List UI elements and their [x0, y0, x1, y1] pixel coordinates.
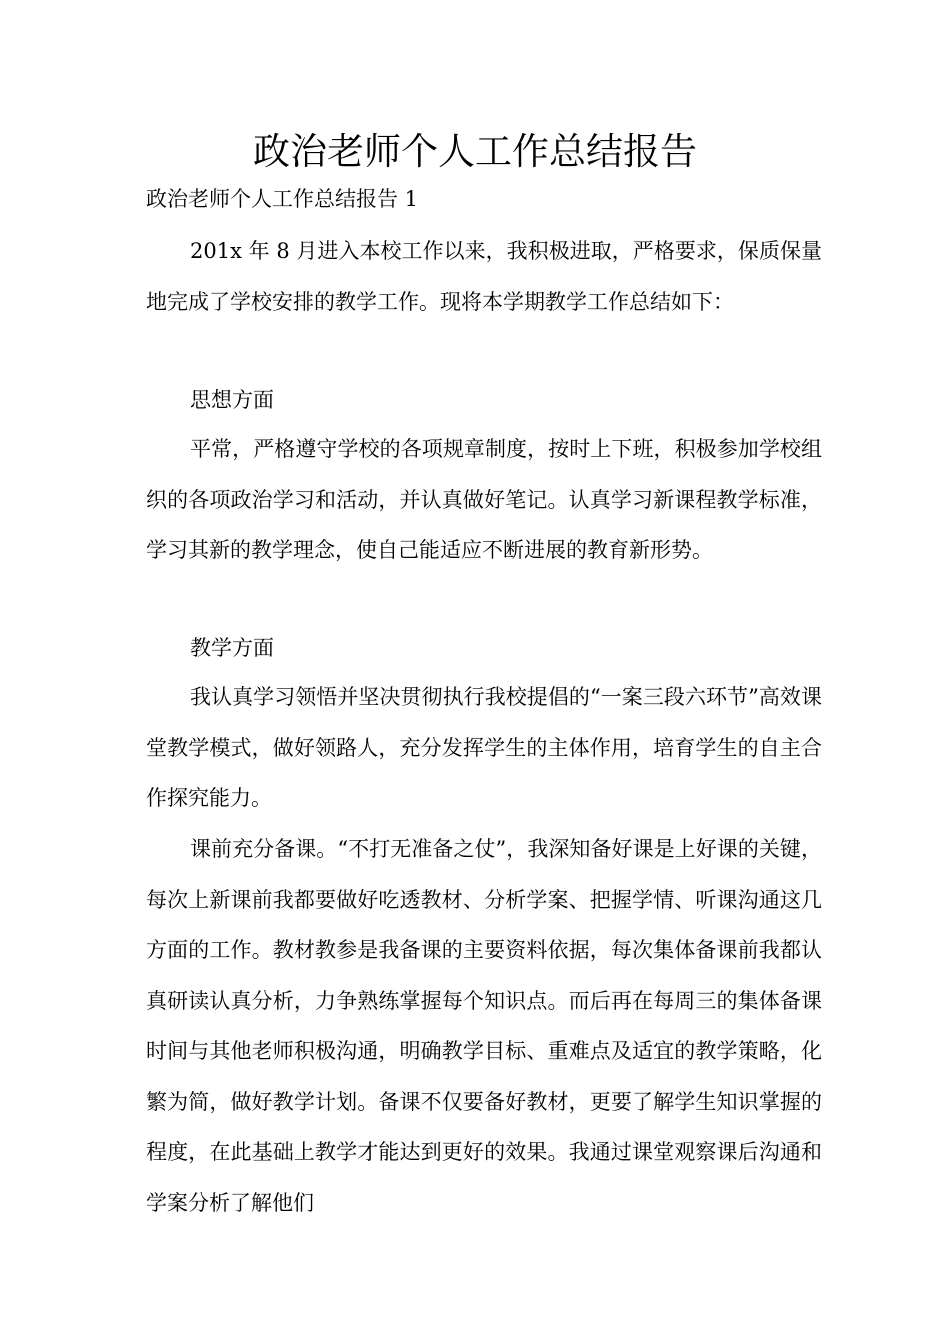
document-title: 政治老师个人工作总结报告	[253, 130, 697, 173]
section-heading-thought: 思想方面	[190, 388, 274, 412]
section-heading-teaching: 教学方面	[190, 636, 274, 660]
document-subtitle: 政治老师个人工作总结报告 1	[146, 187, 419, 211]
teaching-paragraph-1: 我认真学习领悟并坚决贯彻执行我校提倡的“一案三段六环节”高效课堂教学模式，做好领路人，充分发挥学生的主体作用，培育学生的自主合作探究能力。	[146, 685, 822, 810]
intro-paragraph: 201x 年 8 月进入本校工作以来，我积极进取，严格要求，保质保量地完成了学校安排的教学工作。现将本学期教学工作总结如下：	[146, 239, 822, 314]
teaching-paragraph-2: 课前充分备课。“不打无准备之仗”，我深知备好课是上好课的关键，每次上新课前我都要做好吃透教材、分析学案、把握学情、听课沟通这几方面的工作。教材教参是我备课的主要资料依据，每次集体备课前我都认真研读认真分析，力争熟练掌握每个知识点。而后再在每周三的集体备课时间与其他老师积极沟通，明确教学目标、重难点及适宜的教学策略，化繁为简，做好教学计划。备课不仅要备好教材，更要了解学生知识掌握的程度，在此基础上教学才能达到更好的效果。我通过课堂观察课后沟通和学案分析了解他们	[146, 837, 822, 1215]
thought-paragraph: 平常，严格遵守学校的各项规章制度，按时上下班，积极参加学校组织的各项政治学习和活动，并认真做好笔记。认真学习新课程教学标准，学习其新的教学理念，使自己能适应不断进展的教育新形势。	[146, 437, 822, 562]
